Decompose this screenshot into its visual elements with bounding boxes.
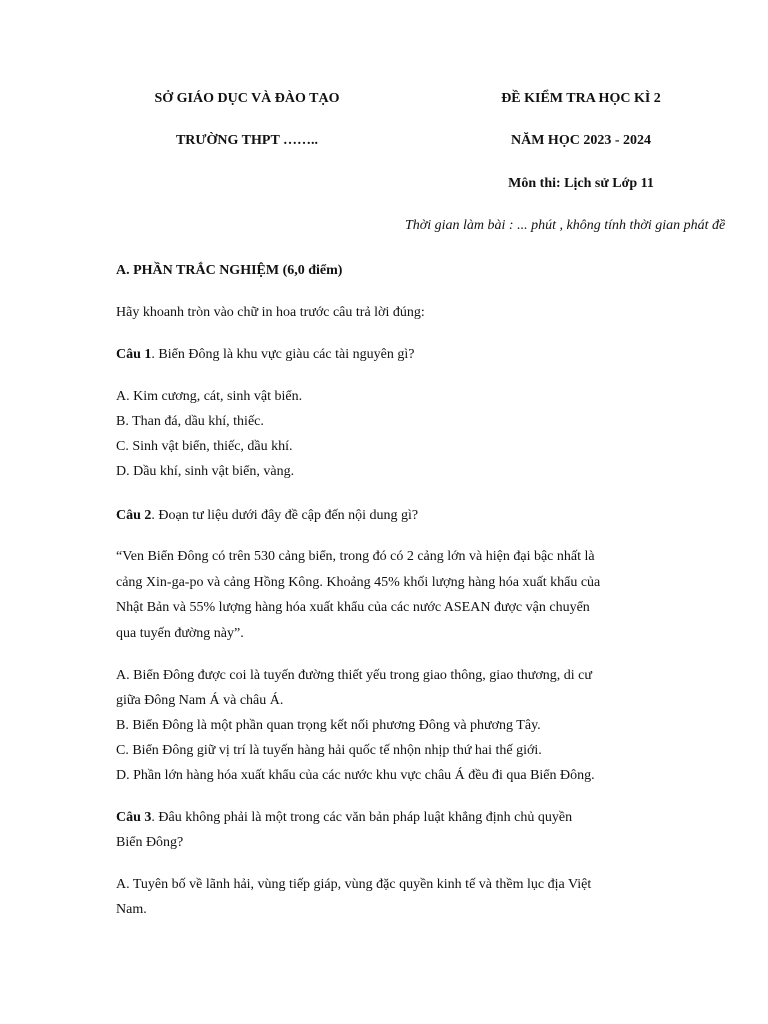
exam-title: ĐỀ KIỂM TRA HỌC KÌ 2 xyxy=(501,91,661,106)
question-2-quote-line: qua tuyến đường này”. xyxy=(116,626,244,641)
question-2-quote-line: cảng Xin-ga-po và cảng Hồng Kông. Khoảng 45% khối lượng hàng hóa xuất khẩu của xyxy=(116,575,601,590)
question-1 xyxy=(116,346,414,364)
question-3 xyxy=(116,809,572,827)
section-a-title: A. PHẦN TRẮC NGHIỆM (6,0 điểm) xyxy=(116,263,343,278)
question-2 xyxy=(116,507,418,525)
question-2-option-b[interactable]: B. Biển Đông là một phần quan trọng kết nối phương Đông và phương Tây. xyxy=(116,718,541,733)
question-3-option-a[interactable]: A. Tuyên bố về lãnh hải, vùng tiếp giáp, vùng đặc quyền kinh tế và thềm lục địa Việt xyxy=(116,877,592,892)
question-1-option-a[interactable]: A. Kim cương, cát, sinh vật biển. xyxy=(116,389,303,404)
question-3-text: . Đâu không phải là một trong các văn bản pháp luật khẳng định chủ quyền xyxy=(151,810,573,825)
question-2-option-a[interactable]: A. Biển Đông được coi là tuyến đường thiết yếu trong giao thông, giao thương, di cư xyxy=(116,668,592,683)
question-2-option-c[interactable]: C. Biển Đông giữ vị trí là tuyến hàng hải quốc tế nhộn nhịp thứ hai thế giới. xyxy=(116,743,542,758)
question-3-text-cont: Biển Đông? xyxy=(116,835,184,850)
question-2-option-d[interactable]: D. Phần lớn hàng hóa xuất khẩu của các nước khu vực châu Á đều đi qua Biển Đông. xyxy=(116,768,595,783)
school-name: TRƯỜNG THPT …….. xyxy=(175,133,319,148)
question-2-quote-line: Nhật Bản và 55% lượng hàng hóa xuất khẩu của các nước ASEAN được vận chuyển xyxy=(116,600,590,615)
school-year: NĂM HỌC 2023 - 2024 xyxy=(511,133,651,148)
question-2-text: . Đoạn tư liệu dưới đây đề cập đến nội dung gì? xyxy=(151,508,419,523)
question-1-text: . Biển Đông là khu vực giàu các tài nguyên gì? xyxy=(151,347,415,362)
question-1-option-d[interactable]: D. Dầu khí, sinh vật biển, vàng. xyxy=(116,464,295,479)
section-a-instruction: Hãy khoanh tròn vào chữ in hoa trước câu trả lời đúng: xyxy=(116,305,425,320)
question-2-quote-line: “Ven Biển Đông có trên 530 cảng biển, trong đó có 2 cảng lớn và hiện đại bậc nhất là xyxy=(116,549,595,564)
question-1-option-c[interactable]: C. Sinh vật biển, thiếc, dầu khí. xyxy=(116,439,293,454)
question-1-option-b[interactable]: B. Than đá, dầu khí, thiếc. xyxy=(116,414,264,429)
question-3-option-a-cont[interactable]: Nam. xyxy=(116,902,147,917)
exam-subject: Môn thi: Lịch sử Lớp 11 xyxy=(508,176,654,191)
time-note: Thời gian làm bài : ... phút , không tính thời gian phát đề xyxy=(405,218,726,233)
question-3-label: Câu 3 xyxy=(116,810,152,825)
department-name: SỞ GIÁO DỤC VÀ ĐÀO TẠO xyxy=(154,91,340,106)
question-2-label: Câu 2 xyxy=(116,508,152,523)
question-2-option-a-cont[interactable]: giữa Đông Nam Á và châu Á. xyxy=(116,693,284,708)
question-1-label: Câu 1 xyxy=(116,347,152,362)
